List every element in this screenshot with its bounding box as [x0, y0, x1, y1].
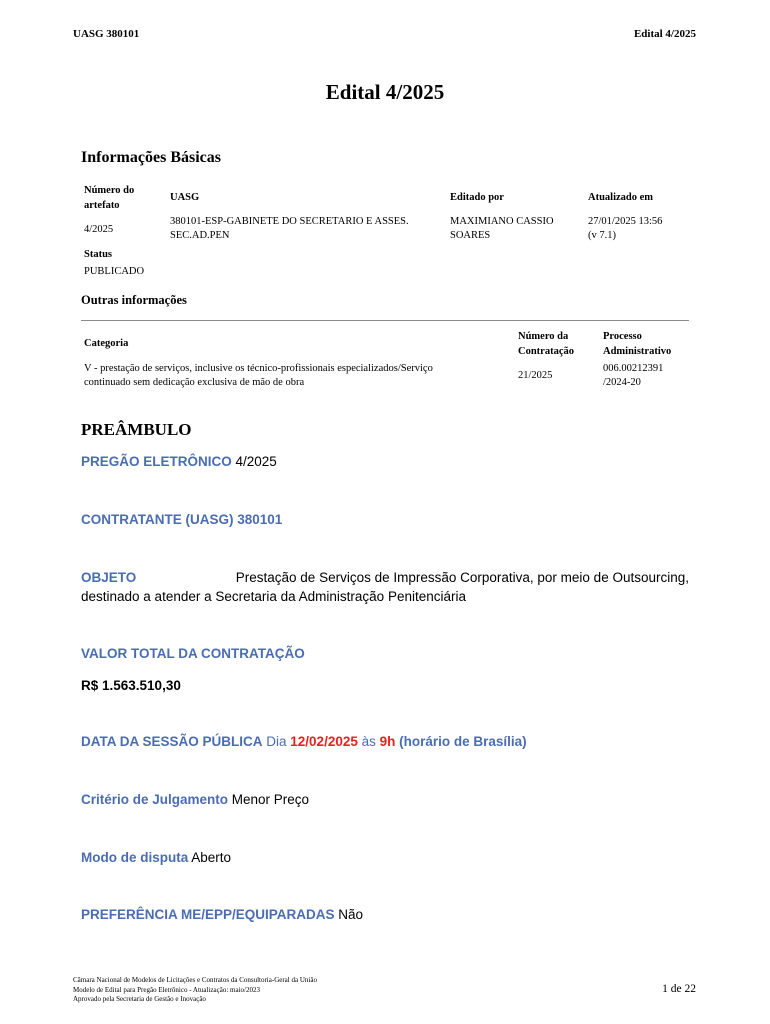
- editado-line1: MAXIMIANO CASSIO: [450, 216, 554, 227]
- col-numero-line1: Número do: [84, 185, 135, 196]
- other-info-heading: Outras informações: [81, 293, 187, 307]
- editado-por-value: [450, 215, 554, 243]
- valor-value: R$ 1.563.510,30: [81, 678, 181, 693]
- header-edital: Edital 4/2025: [633, 28, 696, 40]
- col-processo-line2: Administrativo: [603, 346, 672, 357]
- valor-label: VALOR TOTAL DA CONTRATAÇÃO: [81, 646, 305, 661]
- status-label: Status: [84, 249, 113, 260]
- preferencia-label: PREFERÊNCIA ME/EPP/EQUIPARADAS: [81, 907, 335, 922]
- criterio-value: Menor Preço: [228, 792, 310, 807]
- atualizado-em-value: [588, 215, 662, 243]
- objeto-label: OBJETO: [81, 570, 137, 585]
- pregao-label: PREGÃO ELETRÔNICO: [81, 454, 232, 469]
- contratante-label: CONTRATANTE (UASG): [81, 512, 234, 527]
- contratante-line: [81, 510, 282, 529]
- col-processo-administrativo: [603, 329, 671, 359]
- page-title: Edital 4/2025: [325, 80, 445, 104]
- col-numero-contratacao-line1: Número da: [518, 331, 569, 342]
- col-editado-por: Editado por: [450, 192, 504, 203]
- footer-line3: Aprovado pela Secretaria de Gestão e Inovação: [73, 995, 206, 1003]
- processo-line2: /2024-20: [603, 377, 641, 388]
- contratante-value: 380101: [233, 512, 283, 527]
- status-value: PUBLICADO: [84, 266, 145, 277]
- data-date: 12/02/2025: [290, 734, 358, 749]
- divider: [81, 320, 689, 321]
- header-uasg: UASG 380101: [73, 28, 140, 40]
- objeto-text-line2: destinado a atender a Secretaria da Administração Penitenciária: [81, 589, 466, 604]
- data-sessao-label: DATA DA SESSÃO PÚBLICA: [81, 734, 263, 749]
- uasg-value-line1: 380101-ESP-GABINETE DO SECRETARIO E ASSES.: [170, 216, 409, 227]
- criterio-label: Critério de Julgamento: [81, 792, 229, 807]
- data-dia: Dia: [262, 734, 291, 749]
- col-categoria: Categoria: [84, 338, 129, 349]
- categoria-line2: continuado sem dedicação exclusiva de mão de obra: [84, 377, 305, 388]
- atualizado-line2: (v 7.1): [588, 230, 616, 241]
- col-numero-artefato: [84, 183, 134, 213]
- col-numero-line2: artefato: [84, 200, 120, 211]
- preamble-heading: PREÂMBULO: [81, 420, 192, 439]
- processo-line1: 006.00212391: [603, 363, 664, 374]
- col-atualizado-em: Atualizado em: [588, 192, 654, 203]
- basic-info-heading: Informações Básicas: [81, 149, 221, 166]
- categoria-value: [84, 362, 433, 390]
- modo-line: [81, 848, 231, 867]
- numero-contratacao-value: 21/2025: [518, 370, 553, 381]
- editado-line2: SOARES: [450, 230, 491, 241]
- data-hour: 9h: [379, 734, 396, 749]
- preferencia-value: Não: [334, 907, 364, 922]
- numero-artefato-value: 4/2025: [84, 224, 114, 235]
- data-as: às: [357, 734, 380, 749]
- col-numero-contratacao-line2: Contratação: [518, 346, 574, 357]
- uasg-value: [170, 215, 409, 243]
- pregao-line: [81, 452, 277, 471]
- modo-label: Modo de disputa: [81, 850, 189, 865]
- pregao-value: 4/2025: [231, 454, 277, 469]
- uasg-value-line2: SEC.AD.PEN: [170, 230, 230, 241]
- objeto-block: [81, 568, 689, 606]
- data-sessao-line: [81, 732, 527, 751]
- footer-line2: Modelo de Edital para Pregão Eletrônico - Atualização: maio/2023: [73, 985, 260, 994]
- col-uasg: UASG: [170, 192, 200, 203]
- processo-value: [603, 362, 663, 390]
- footer-notes: [73, 976, 317, 1005]
- objeto-line1: [81, 568, 689, 587]
- page-number: 1 de 22: [662, 983, 696, 995]
- col-numero-contratacao: [518, 329, 574, 359]
- preferencia-line: [81, 905, 363, 924]
- objeto-text-line1: Prestação de Serviços de Impressão Corporativa, por meio de Outsourcing,: [235, 570, 689, 585]
- modo-value: Aberto: [188, 850, 232, 865]
- atualizado-line1: 27/01/2025 13:56: [588, 216, 663, 227]
- col-processo-line1: Processo: [603, 331, 642, 342]
- footer-line1: Câmara Nacional de Modelos de Licitações e Contratos da Consultoria-Geral da União: [73, 976, 317, 984]
- data-timezone: (horário de Brasília): [395, 734, 527, 749]
- categoria-line1: V - prestação de serviços, inclusive os técnico-profissionais especializados/Serviço: [84, 363, 433, 374]
- criterio-line: [81, 790, 309, 809]
